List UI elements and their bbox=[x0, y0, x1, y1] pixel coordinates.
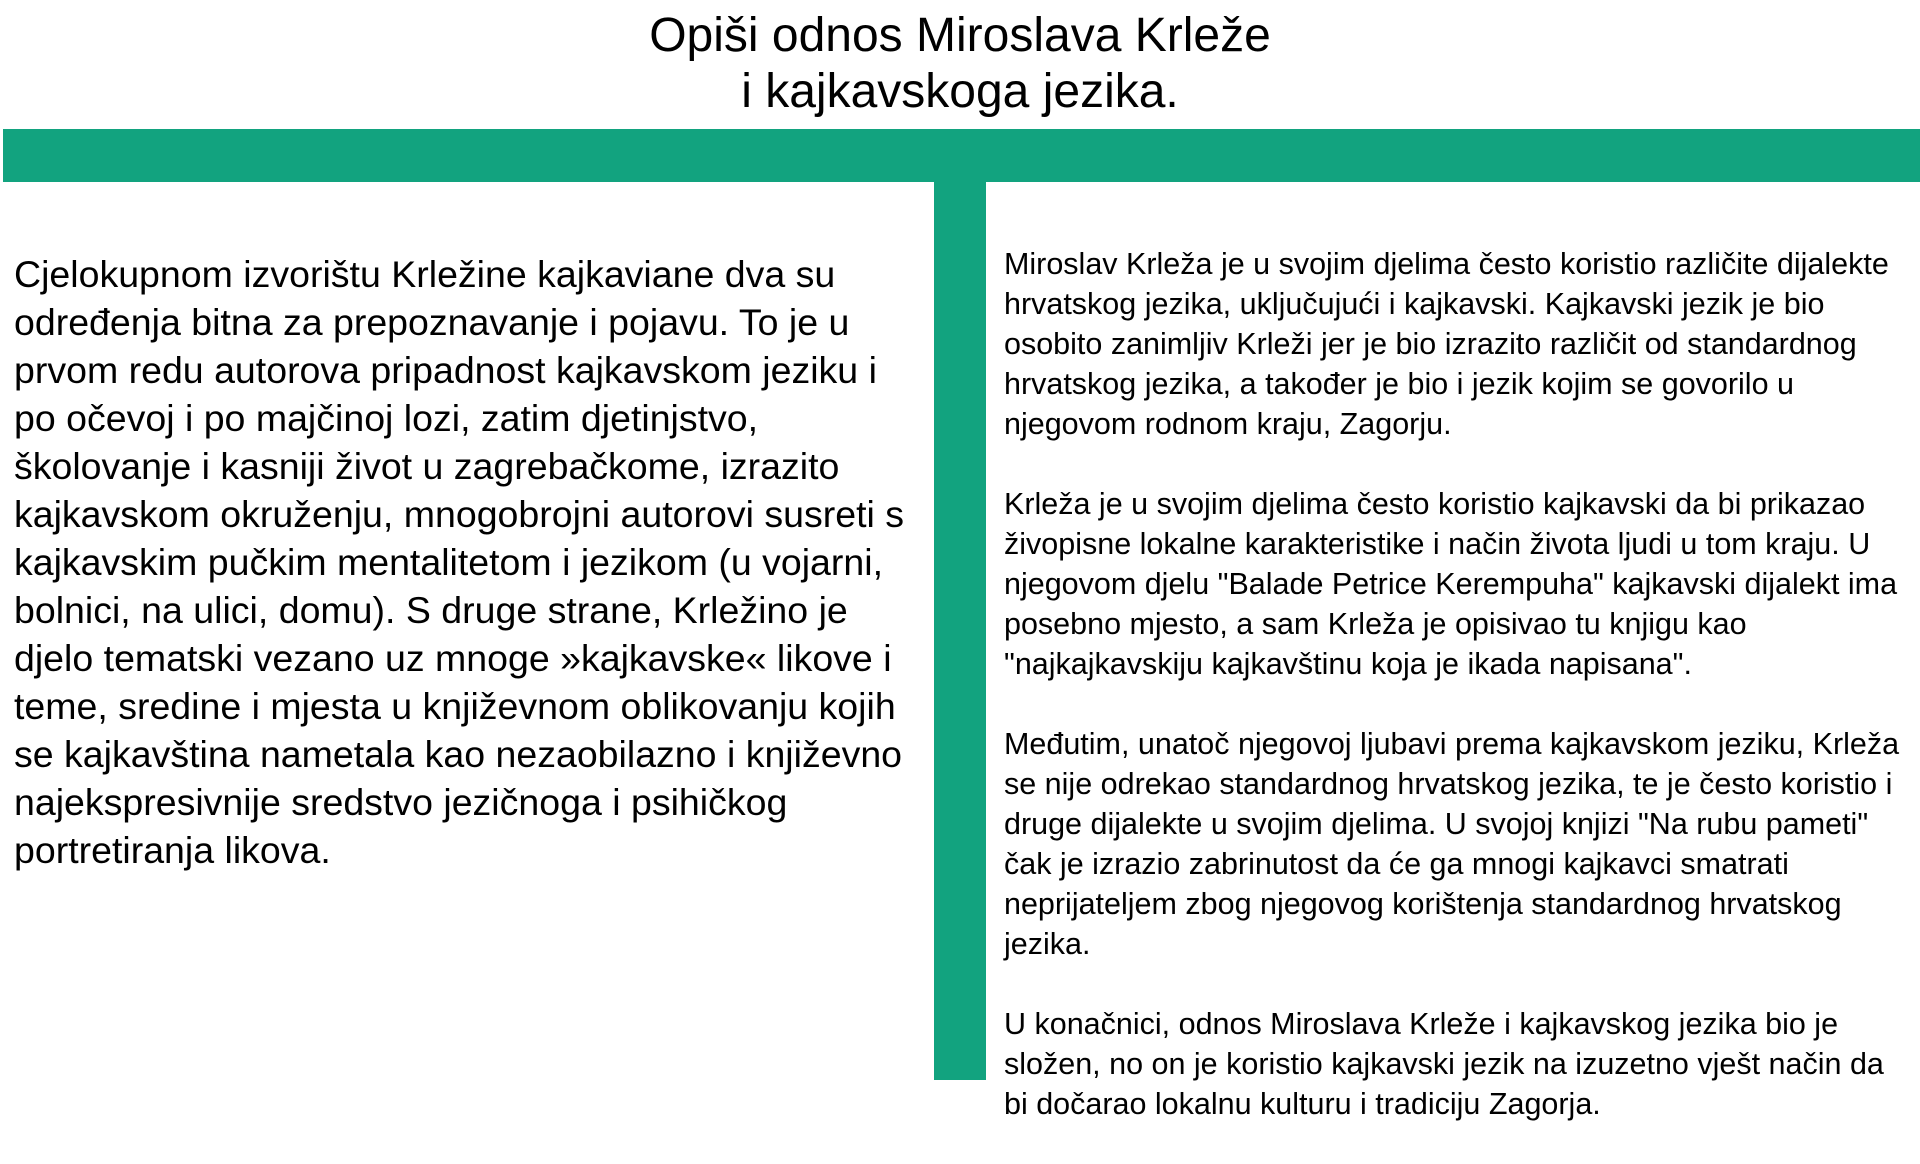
right-column-text bbox=[1004, 204, 1914, 1164]
title-line-1: Opiši odnos Miroslava Krleže bbox=[649, 9, 1271, 62]
accent-bar-vertical-divider bbox=[934, 182, 986, 1080]
right-paragraph-3: Međutim, unatoč njegovoj ljubavi prema kajkavskom jeziku, Krleža se nije odrekao standardnog hrvatskog jezika, te je često koristio i druge dijalekte u svojim djelima. U svojoj knjizi "Na rubu pameti" čak je izrazio zabrinutost da će ga mnogi kajkavci smatrati neprijateljem zbog njegovog korištenja standardnog hrvatskog jezika. bbox=[1004, 727, 1900, 961]
left-paragraph: Cjelokupnom izvorištu Krležine kajkaviane dva su određenja bitna za prepoznavanje i pojavu. To je u prvom redu autorova pripadnost kajkavskom jeziku i po očevoj i po majčinoj lozi, zatim djetinjstvo, školovanje i kasniji život u zagrebačkome, izrazito kajkavskom okruženju, mnogobrojni autorovi susreti s kajkavskim pučkim mentalitetom i jezikom (u vojarni, bolnici, na ulici, domu). S druge strane, Krležino je djelo tematski vezano uz mnoge »kajkavske« likove i teme, sredine i mjesta u književnom oblikovanju kojih se kajkavština nametala kao nezaobilazno i književno najekspresivnije sredstvo jezičnoga i psihičkog portretiranja likova. bbox=[14, 253, 904, 871]
right-paragraph-2: Krleža je u svojim djelima često koristio kajkavski da bi prikazao živopisne lokalne karakteristike i način života ljudi u tom kraju. U njegovom djelu "Balade Petrice Kerempuha" kajkavski dijalekt ima posebno mjesto, a sam Krleža je opisivao tu knjigu kao "najkajkavskiju kajkavštinu koja je ikada napisana". bbox=[1004, 487, 1898, 681]
left-column-text bbox=[14, 202, 924, 922]
right-paragraph-1: Miroslav Krleža je u svojim djelima često koristio različite dijalekte hrvatskog jezika, uključujući i kajkavski. Kajkavski jezik je bio osobito zanimljiv Krleži jer je bio izrazito različit od standardnog hrvatskog jezika, a također je bio i jezik kojim se govorilo u njegovom rodnom kraju, Zagorju. bbox=[1004, 247, 1889, 441]
right-paragraph-4: U konačnici, odnos Miroslava Krleže i kajkavskog jezika bio je složen, no on je koristio kajkavski jezik na izuzetno vješt način da bi dočarao lokalnu kulturu i tradiciju Zagorja. bbox=[1004, 1007, 1884, 1121]
title-line-2: i kajkavskoga jezika. bbox=[741, 65, 1179, 118]
page-title bbox=[0, 0, 1920, 128]
accent-bar-horizontal bbox=[3, 129, 1920, 182]
